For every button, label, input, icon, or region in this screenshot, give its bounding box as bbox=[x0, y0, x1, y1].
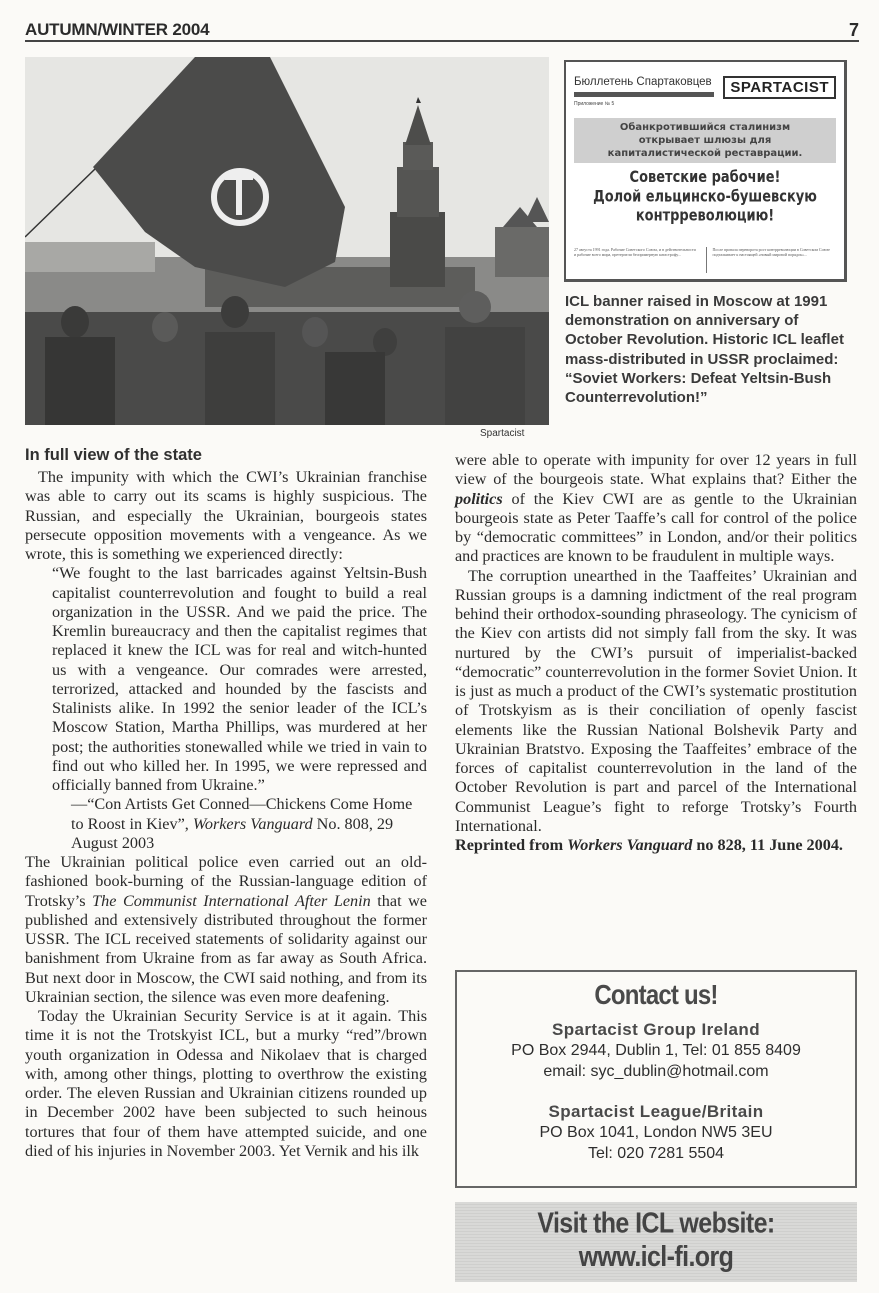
org-name: Spartacist Group Ireland bbox=[552, 1020, 760, 1039]
leaflet-supplement: Приложение № 5 bbox=[574, 101, 615, 107]
page-header bbox=[25, 20, 859, 42]
leaflet-body bbox=[574, 247, 836, 273]
leaflet-image bbox=[564, 60, 847, 282]
book-title: The Communist International After Lenin bbox=[92, 891, 371, 910]
leaflet-main-headline bbox=[574, 169, 836, 227]
main-headline-line: контрреволюцию! bbox=[635, 207, 775, 226]
demonstration-photo bbox=[25, 57, 549, 425]
paragraph-text: were able to operate with impunity for over 12 years in full view of the bourgeois state. What explains that? Either the bbox=[455, 451, 857, 489]
contact-box bbox=[455, 970, 857, 1188]
photo-credit: Spartacist bbox=[480, 428, 525, 439]
issue-label: AUTUMN/WINTER 2004 bbox=[25, 20, 210, 39]
block-quote bbox=[52, 564, 427, 853]
article-column-left bbox=[25, 443, 427, 1161]
reprint-text: no 828, 11 June 2004. bbox=[692, 836, 843, 854]
paragraph: The impunity with which the CWI’s Ukrainian franchise was able to carry out its scams is highly suspicious. The Russian, and especially the Ukrainian, bourgeois states persecute opposition movements with a vengeance. As we wrote, this is something we experienced directly: bbox=[25, 468, 427, 563]
grey-headline-line: открывает шлюзы для bbox=[638, 135, 772, 146]
quote-attribution bbox=[52, 795, 427, 853]
emphasis: politics bbox=[455, 489, 503, 508]
reprint-note bbox=[455, 836, 857, 855]
leaflet-grey-headline bbox=[574, 118, 836, 163]
website-banner bbox=[455, 1202, 857, 1282]
photo-illustration bbox=[25, 57, 549, 425]
publication-title: Workers Vanguard bbox=[567, 836, 693, 854]
paragraph: The corruption unearthed in the Taaffeites’ Ukrainian and Russian groups is a damning indictment of the real program behind their orthodox-sounding phraseology. The cynicism of the Kiev con artists did not simply fall from the sky. It was nurtured by the CWI’s pursuit of imperialist-backed “democratic” counterrevolution in the former Soviet Union. It is just as much a product of the CWI’s systematic prostitution of Trotskyism as is their conciliation of openly fascist elements like the Russian National Bolshevik Party and Ukrainian Bratstvo. Exposing the Taaffeites’ embrace of the forces of capitalist counterrevolution in the land of the October Revolution is part and parcel of the International Communist League’s fight to reforge Trotsky’s Fourth International. bbox=[455, 566, 857, 835]
main-headline-line: Советские рабочие! bbox=[629, 169, 781, 187]
org-address: PO Box 1041, London NW5 3EU bbox=[539, 1124, 773, 1141]
org-name: Spartacist League/Britain bbox=[548, 1102, 764, 1121]
paragraph bbox=[455, 451, 857, 567]
leaflet-bulletin-title: Бюллетень Спартаковцев bbox=[574, 76, 712, 88]
paragraph bbox=[25, 853, 427, 1007]
leaflet-column: После провала переворота рост контрреволюции в Советском Союзе подталкивает к настоящей «новый мировой порядок»... bbox=[706, 247, 837, 273]
article-column-right bbox=[455, 451, 857, 855]
org-email[interactable]: email: syc_dublin@hotmail.com bbox=[543, 1063, 769, 1080]
attribution-text: —“Con Artists Get Conned—Chickens Come Home to Roost in Kiev”, bbox=[71, 795, 413, 833]
spartacist-logo: SPARTACIST bbox=[723, 76, 836, 99]
attribution-text: No. 808, 29 August 2003 bbox=[71, 814, 394, 852]
paragraph-text: of the Kiev CWI are as gentle to the Ukrainian bourgeois state as Peter Taaffe’s call for control of the police by “democratic committees” in London, and/or their politics and practices are known to be fraudulent in multiple ways. bbox=[455, 489, 857, 566]
section-heading: In full view of the state bbox=[25, 446, 202, 464]
paragraph-text: that we published and extensively distributed throughout the former USSR. The ICL received statements of solidarity against our banishment from Ukraine from as far away as South Africa. But next door in Moscow, the CWI said nothing, and from its Ukrainian section, the silence was even more deafening. bbox=[25, 891, 427, 1006]
main-headline-line: Долой ельцинско-бушевскую bbox=[593, 188, 817, 207]
leaflet-rule bbox=[574, 92, 714, 97]
paragraph-text: The Ukrainian political police even carried out an old-fashioned book-burning of the Russian-language edition of Trotsky’s bbox=[25, 853, 427, 910]
quote-text: “We fought to the last barricades against Yeltsin-Bush capitalist counterrevolution and fought to build a real organization in the USSR. And we paid the price. The Kremlin bureaucracy and then the capitalist regimes that replaced it knew the ICL was for real and witch-hunted us with a vengeance. Our comrades were arrested, terrorized, attacked and hounded by the fascists and Stalinists alike. In 1992 the senior leader of the ICL’s Moscow Station, Martha Phillips, was murdered at her post; the authorities stonewalled while we tried in vain to find out who killed her. In 1995, we were repressed and officially banned from Ukraine.” bbox=[52, 564, 427, 794]
website-label: Visit the ICL website: bbox=[537, 1207, 775, 1240]
org-address: PO Box 2944, Dublin 1, Tel: 01 855 8409 bbox=[511, 1042, 801, 1059]
page-number: 7 bbox=[848, 20, 859, 40]
contact-title: Contact us! bbox=[594, 979, 718, 1011]
leaflet-column: 27 августа 1991 года. Рабочие Советского Союза, и в действительности и рабочие всего мира, претерпели беспримерную катастрофу... bbox=[574, 247, 696, 257]
reprint-text: Reprinted from bbox=[455, 836, 568, 854]
paragraph: Today the Ukrainian Security Service is at it again. This time it is not the Trotskyist ICL, but a murky “red”/brown youth organization in Odessa and Nikolaev that is charged with, among other things, plotting to overthrow the existing order. The eleven Russian and Ukrainian citizens rounded up in December 2002 have been subjected to such heinous tortures that four of them have attempted suicide, and one died of his injuries in November 2003. Yet Vernik and his ilk bbox=[25, 1007, 427, 1160]
org-phone: Tel: 020 7281 5504 bbox=[587, 1145, 725, 1162]
grey-headline-line: капиталистической реставрации. bbox=[607, 148, 803, 159]
publication-title: Workers Vanguard bbox=[192, 814, 313, 833]
grey-headline-line: Обанкротившийся сталинизм bbox=[619, 122, 791, 133]
photo-caption: ICL banner raised in Moscow at 1991 demonstration on anniversary of October Revolution. Historic ICL leaflet mass-distributed in USSR proclaimed: “Soviet Workers: Defeat Yeltsin-Bush Counterrevolution!” bbox=[565, 293, 844, 407]
website-url[interactable]: www.icl-fi.org bbox=[578, 1240, 734, 1274]
